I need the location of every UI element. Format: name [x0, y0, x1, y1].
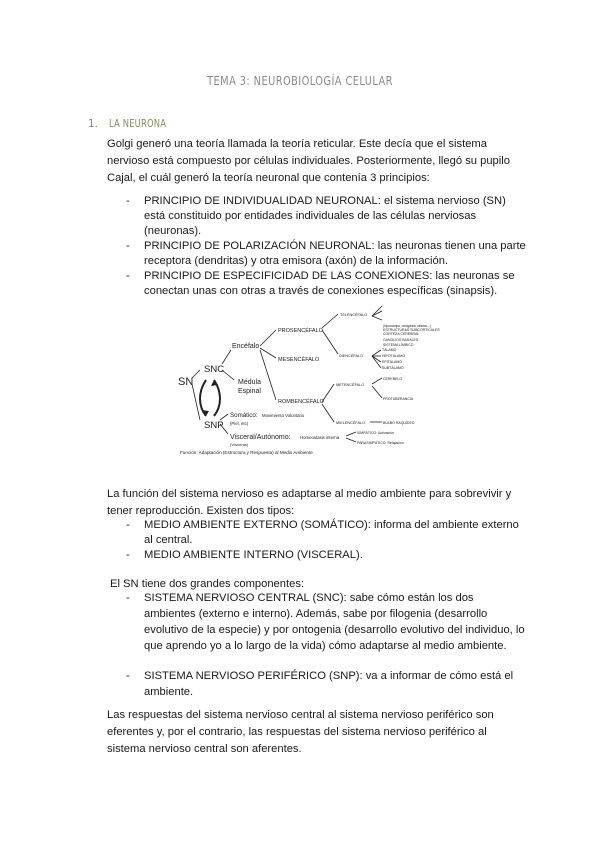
diagram-telencefalo: TELENCÉFALO — [340, 313, 368, 317]
diagram-ganglios: GANGLIOS BASALES — [383, 338, 419, 342]
diagram-visceral: Visceral/Autónomo: — [230, 434, 291, 441]
environments-list — [126, 518, 526, 563]
diagram-visceral-desc: Homeostasis interna — [300, 435, 340, 440]
bullet-dash: - — [126, 592, 130, 604]
bullet-dash: - — [126, 549, 130, 561]
diagram-cerebelo: CEREBELO — [383, 377, 403, 381]
components-list — [126, 590, 526, 700]
diagram-talamo: TÁLAMO — [382, 348, 397, 352]
diagram-medula: Médula — [238, 379, 261, 386]
principle-text: PRINCIPIO DE INDIVIDUALIDAD NEURONAL: el sistema nervioso (SN) está constituido por entidades individuales de las células nerviosas (neuronas). — [144, 195, 506, 237]
diagram-metencefalo: METENCÉFALO — [336, 383, 365, 387]
diagram-somatico-desc2: (Piel, etc) — [230, 421, 249, 426]
diagram-parasimpatico: PARASIMPÁTICO: Relajación — [357, 441, 404, 445]
list-item — [126, 269, 526, 299]
diagram-snc: SNC — [204, 364, 225, 375]
principle-text: PRINCIPIO DE POLARIZACIÓN NEURONAL: las neuronas tienen una parte receptora (dendritas) y otra emisora (axón) de la información. — [144, 240, 526, 267]
diagram-snp: SNP — [204, 420, 224, 431]
diagram-somatico-desc: Movimiento Voluntario — [262, 413, 305, 418]
diagram-mielencefalo: MIELENCÉFALO — [336, 421, 366, 425]
principles-list — [126, 194, 526, 299]
diagram-epitalamo: EPITÁLAMO — [382, 360, 403, 364]
diagram-corteza: CORTEZA CEREBRAL — [383, 332, 420, 336]
diagram-encefalo: Encéfalo — [232, 343, 260, 350]
diagram-visceral-desc2: (Vísceras) — [230, 442, 249, 447]
section-heading — [88, 118, 181, 130]
diagram-espinal: Espinal — [238, 388, 261, 395]
nervous-system-diagram — [176, 313, 446, 465]
bullet-dash: - — [126, 195, 130, 207]
bullet-dash: - — [126, 670, 130, 682]
diagram-mesencefalo: MESENCÉFALO — [278, 357, 320, 363]
list-item — [126, 548, 526, 563]
component-text: SISTEMA NERVIOSO CENTRAL (SNC): sabe cómo están los dos ambientes (externo e interno). Además, sabe por filogenia (desarrollo evolutivo de la especie) y por ontogenia (desarrollo evolutivo del individuo, lo que aprendo yo a lo largo de la vida) cómo adaptarse al medio ambiente. — [144, 592, 525, 652]
diagram-bulbo: BULBO RAQUÍDEO — [383, 421, 415, 425]
diagram-somatico: Somático: — [230, 412, 258, 419]
page-title: TEMA 3: NEUROBIOLOGÍA CELULAR — [207, 74, 393, 88]
section-name: LA NEURONA — [109, 118, 167, 130]
principle-text: PRINCIPIO DE ESPECIFICIDAD DE LAS CONEXIONES: las neuronas se conectan unas con otras a través de conexiones específicas (sinapsis). — [144, 270, 515, 297]
diagram-rombencefalo: ROMBENCÉFALO — [278, 399, 324, 405]
diagram-estructuras-sub: (hipocampo, amígdala, tálamo...) — [383, 324, 432, 328]
diagram-simpatico: SIMPÁTICO: Activación — [357, 431, 394, 435]
diagram-hipotalamo: HIPOTÁLAMO — [382, 354, 405, 358]
closing-paragraph: Las respuestas del sistema nervioso central al sistema nervioso periférico son eferentes y, por el contrario, las respuestas del sistema nervioso periférico al sistema nervioso central son aferentes. — [107, 709, 494, 755]
bullet-dash: - — [126, 519, 130, 531]
diagram-estructuras: ESTRUCTURAS SUBCORTICALES — [383, 328, 440, 332]
diagram-sn: SN — [178, 376, 194, 388]
function-paragraph: La función del sistema nervioso es adaptarse al medio ambiente para sobrevivir y tener reproducción. Existen dos tipos: — [107, 488, 512, 517]
diagram-diencefalo: DIENCÉFALO — [339, 354, 364, 358]
diagram-sistema-limbico: SISTEMA LÍMBICO — [383, 343, 414, 347]
diagram-protuberancia: PROTUBERANCIA — [383, 397, 414, 401]
section-number: 1. — [88, 118, 99, 130]
components-paragraph: El SN tiene dos grandes componentes: — [110, 578, 305, 590]
list-item — [126, 590, 526, 654]
component-text: SISTEMA NERVIOSO PERIFÉRICO (SNP): va a informar de cómo está el ambiente. — [144, 670, 514, 698]
environment-text: MEDIO AMBIENTE INTERNO (VISCERAL). — [144, 549, 363, 561]
diagram-funcion: Función: Adaptación (Estructura y Respuesta) al Medio Ambiente — [180, 450, 313, 455]
list-item — [126, 194, 526, 239]
bullet-dash: - — [126, 270, 130, 282]
diagram-subtalamo: SUBTÁLAMO — [382, 366, 404, 370]
bullet-dash: - — [126, 240, 130, 252]
list-item — [126, 518, 526, 548]
environment-text: MEDIO AMBIENTE EXTERNO (SOMÁTICO): informa del ambiente externo al central. — [144, 519, 519, 546]
list-item — [126, 668, 526, 700]
diagram-prosencefalo: PROSENCÉFALO — [278, 328, 323, 334]
intro-paragraph: Golgi generó una teoría llamada la teoría reticular. Este decía que el sistema nervioso está compuesto por células individuales. Posteriormente, llegó su pupilo Cajal, el cuál generó la teoría neuronal que contenía 3 principios: — [107, 138, 510, 184]
list-item — [126, 239, 526, 269]
